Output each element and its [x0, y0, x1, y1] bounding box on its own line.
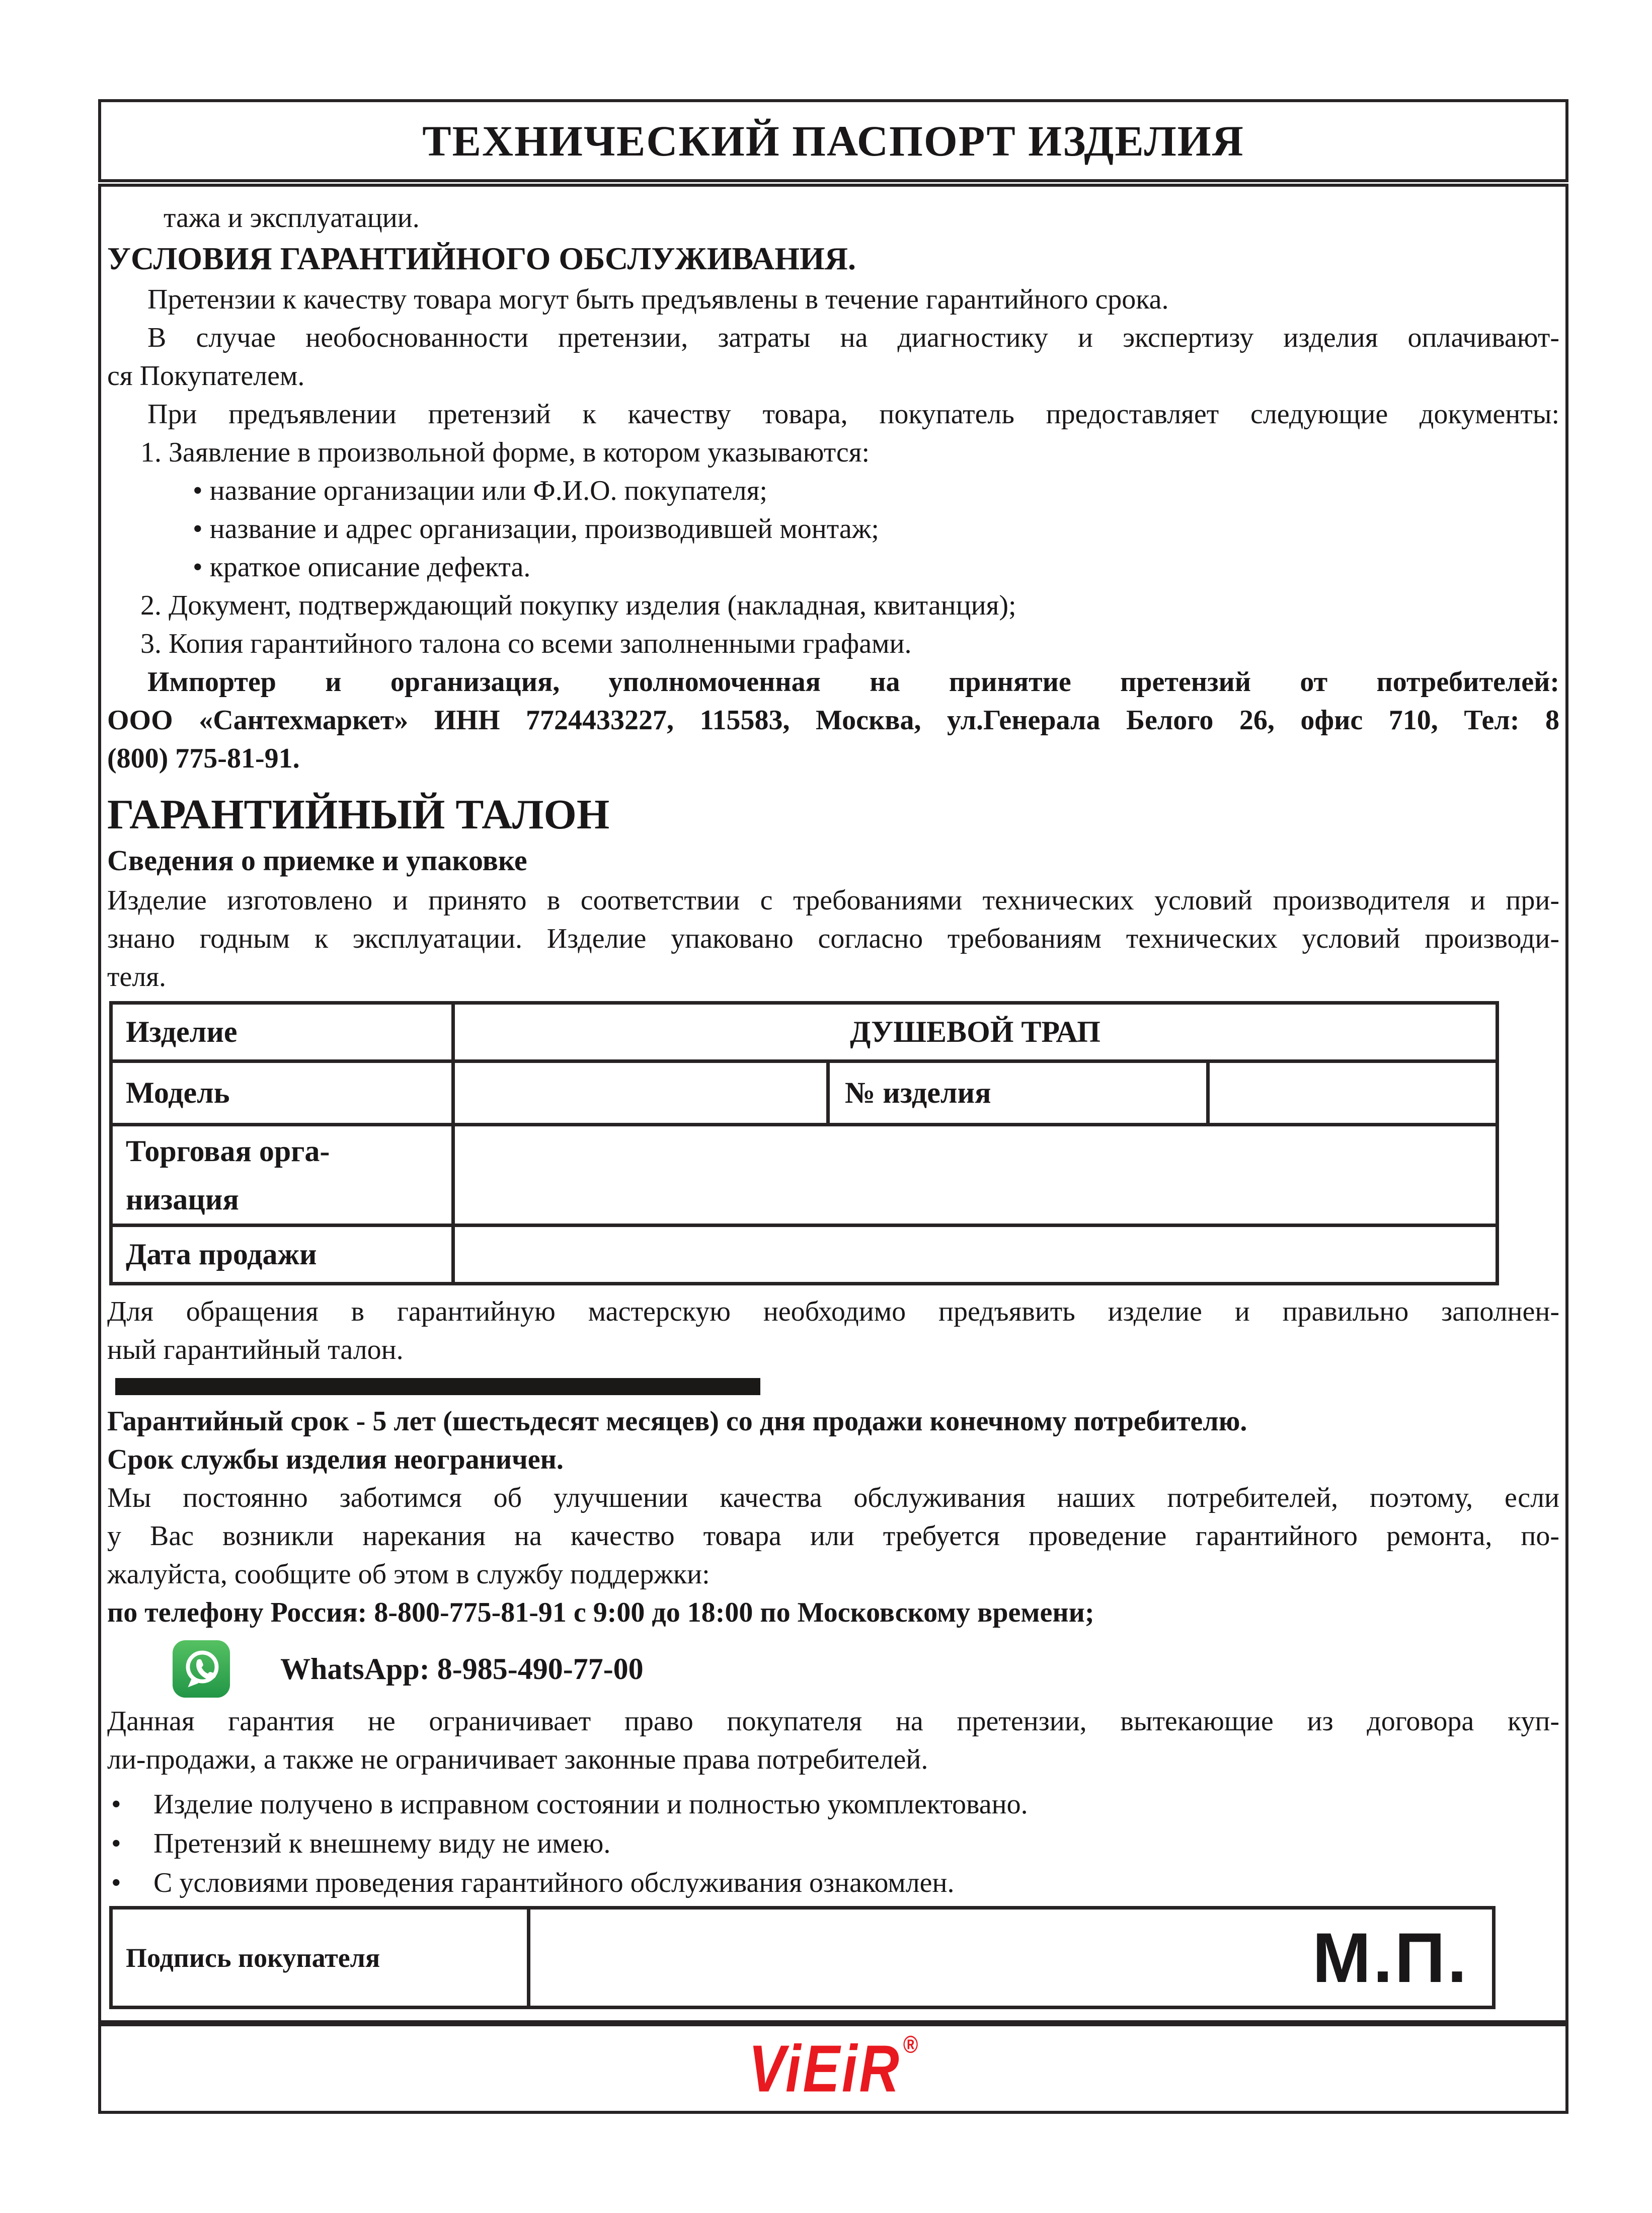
buyer-signature-label-cell: Подпись покупателя [111, 1908, 529, 2008]
text-line: В случае необоснованности претензии, затраты на диагностику и экспертизу изделия оплачивают- [147, 322, 1559, 353]
registered-trademark-icon: ® [903, 2031, 918, 2058]
model-value-cell [453, 1061, 828, 1125]
product-label-cell: Изделие [111, 1003, 453, 1061]
whatsapp-icon [172, 1639, 231, 1699]
bullet-icon: • [111, 1828, 121, 1859]
vieir-brand-logo [749, 2030, 918, 2107]
list-item: 1. Заявление в произвольной форме, в котором указываются: [140, 437, 870, 468]
list-item [107, 548, 1559, 586]
seller-label-cell [111, 1125, 453, 1226]
serial-value-cell [1208, 1061, 1498, 1125]
checklist-item [107, 1824, 1559, 1863]
stamp-area-cell [529, 1908, 1494, 2008]
service-life-line: Срок службы изделия неограничен. [107, 1444, 564, 1475]
text-line: Для обращения в гарантийную мастерскую необходимо предъявить изделие и правильно заполнен- [107, 1296, 1559, 1327]
checklist-item-text: С условиями проведения гарантийного обслуживания ознакомлен. [153, 1867, 955, 1898]
list-item-text: название и адрес организации, производившей монтаж; [209, 513, 879, 545]
text-line: При предъявлении претензий к качеству товара, покупатель предоставляет следующие документы: [147, 399, 1559, 430]
support-phone-line: по телефону Россия: 8-800-775-81-91 с 9:00 до 18:00 по Московскому времени; [107, 1597, 1094, 1628]
whatsapp-number-text: WhatsApp: 8-985-490-77-00 [280, 1652, 644, 1686]
text-line: ли-продажи, а также не ограничивает законные права потребителей. [107, 1744, 928, 1775]
list-item: 3. Копия гарантийного талона со всеми заполненными графами. [140, 628, 912, 659]
checklist-item-text: Изделие получено в исправном состоянии и полностью укомплектовано. [153, 1789, 1028, 1820]
stamp-placeholder: М.П. [1312, 1918, 1469, 1997]
bullet-icon: • [193, 475, 203, 506]
warranty-card-heading: ГАРАНТИЙНЫЙ ТАЛОН [107, 791, 610, 838]
signature-table [109, 1906, 1496, 2009]
text-line: у Вас возникли нарекания на качество товара или требуется проведение гарантийного ремонта, по- [107, 1520, 1559, 1552]
sale-date-label-cell: Дата продажи [111, 1226, 453, 1284]
product-info-table [109, 1001, 1499, 1285]
bullet-icon: • [193, 513, 203, 545]
text-line: теля. [107, 961, 167, 993]
bullet-icon: • [111, 1789, 121, 1820]
seller-value-cell [453, 1125, 1498, 1226]
warranty-term-line: Гарантийный срок - 5 лет (шестьдесят месяцев) со дня продажи конечному потребителю. [107, 1406, 1247, 1437]
text-line: знано годным к эксплуатации. Изделие упаковано согласно требованиям технических условий производи- [107, 923, 1559, 954]
text-line: Данная гарантия не ограничивает право покупателя на претензии, вытекающие из договора куп- [107, 1706, 1559, 1737]
text-line: Мы постоянно заботимся об улучшении качества обслуживания наших потребителей, поэтому, если [107, 1482, 1559, 1513]
bullet-icon: • [193, 552, 203, 583]
text-line: жалуйста, сообщите об этом в службу поддержки: [107, 1559, 710, 1590]
serial-label-cell: № изделия [828, 1061, 1208, 1125]
table-row [111, 1908, 1494, 2008]
product-value-cell: ДУШЕВОЙ ТРАП [453, 1003, 1498, 1061]
table-row [111, 1003, 1498, 1061]
page-title: ТЕХНИЧЕСКИЙ ПАСПОРТ ИЗДЕЛИЯ [422, 116, 1244, 165]
table-row [111, 1061, 1498, 1125]
list-item-text: краткое описание дефекта. [209, 552, 531, 583]
text-line: ный гарантийный талон. [107, 1334, 404, 1365]
seller-label-line1: Торговая орга- [126, 1134, 330, 1168]
importer-text-line: (800) 775-81-91. [107, 743, 300, 774]
seller-label-line2: низация [126, 1182, 239, 1216]
list-item-text: название организации или Ф.И.О. покупателя; [209, 475, 767, 506]
importer-text-line: Импортер и организация, уполномоченная на принятие претензий от потребителей: [147, 666, 1559, 698]
sale-date-value-cell [453, 1226, 1498, 1284]
list-item [107, 472, 1559, 510]
divider-bar [115, 1378, 760, 1395]
checklist-item-text: Претензий к внешнему виду не имею. [153, 1828, 611, 1859]
warranty-conditions-heading: УСЛОВИЯ ГАРАНТИЙНОГО ОБСЛУЖИВАНИЯ. [107, 241, 856, 276]
text-line: Претензии к качеству товара могут быть предъявлены в течение гарантийного срока. [147, 284, 1169, 315]
list-item: 2. Документ, подтверждающий покупку изделия (накладная, квитанция); [140, 590, 1016, 621]
acceptance-subheading: Сведения о приемке и упаковке [107, 844, 527, 877]
main-content-box [98, 184, 1568, 2023]
table-row [111, 1125, 1498, 1226]
text-line: Изделие изготовлено и принято в соответствии с требованиями технических условий производителя и при- [107, 885, 1559, 916]
model-label-cell: Модель [111, 1061, 453, 1125]
footer-brand-box [98, 2023, 1568, 2114]
bullet-icon: • [111, 1867, 121, 1898]
text-line: ся Покупателем. [107, 360, 305, 392]
carryover-text-line: тажа и эксплуатации. [164, 202, 420, 234]
checklist-item [107, 1785, 1559, 1824]
brand-name-text: ViEiR [748, 2031, 901, 2106]
title-box [98, 99, 1568, 182]
whatsapp-contact-row [172, 1638, 1559, 1700]
list-item [107, 510, 1559, 548]
importer-text-line: ООО «Сантехмаркет» ИНН 7724433227, 115583, Москва, ул.Генерала Белого 26, офис 710, Тел: 8 [107, 705, 1559, 736]
checklist-item [107, 1863, 1559, 1902]
table-row [111, 1226, 1498, 1284]
